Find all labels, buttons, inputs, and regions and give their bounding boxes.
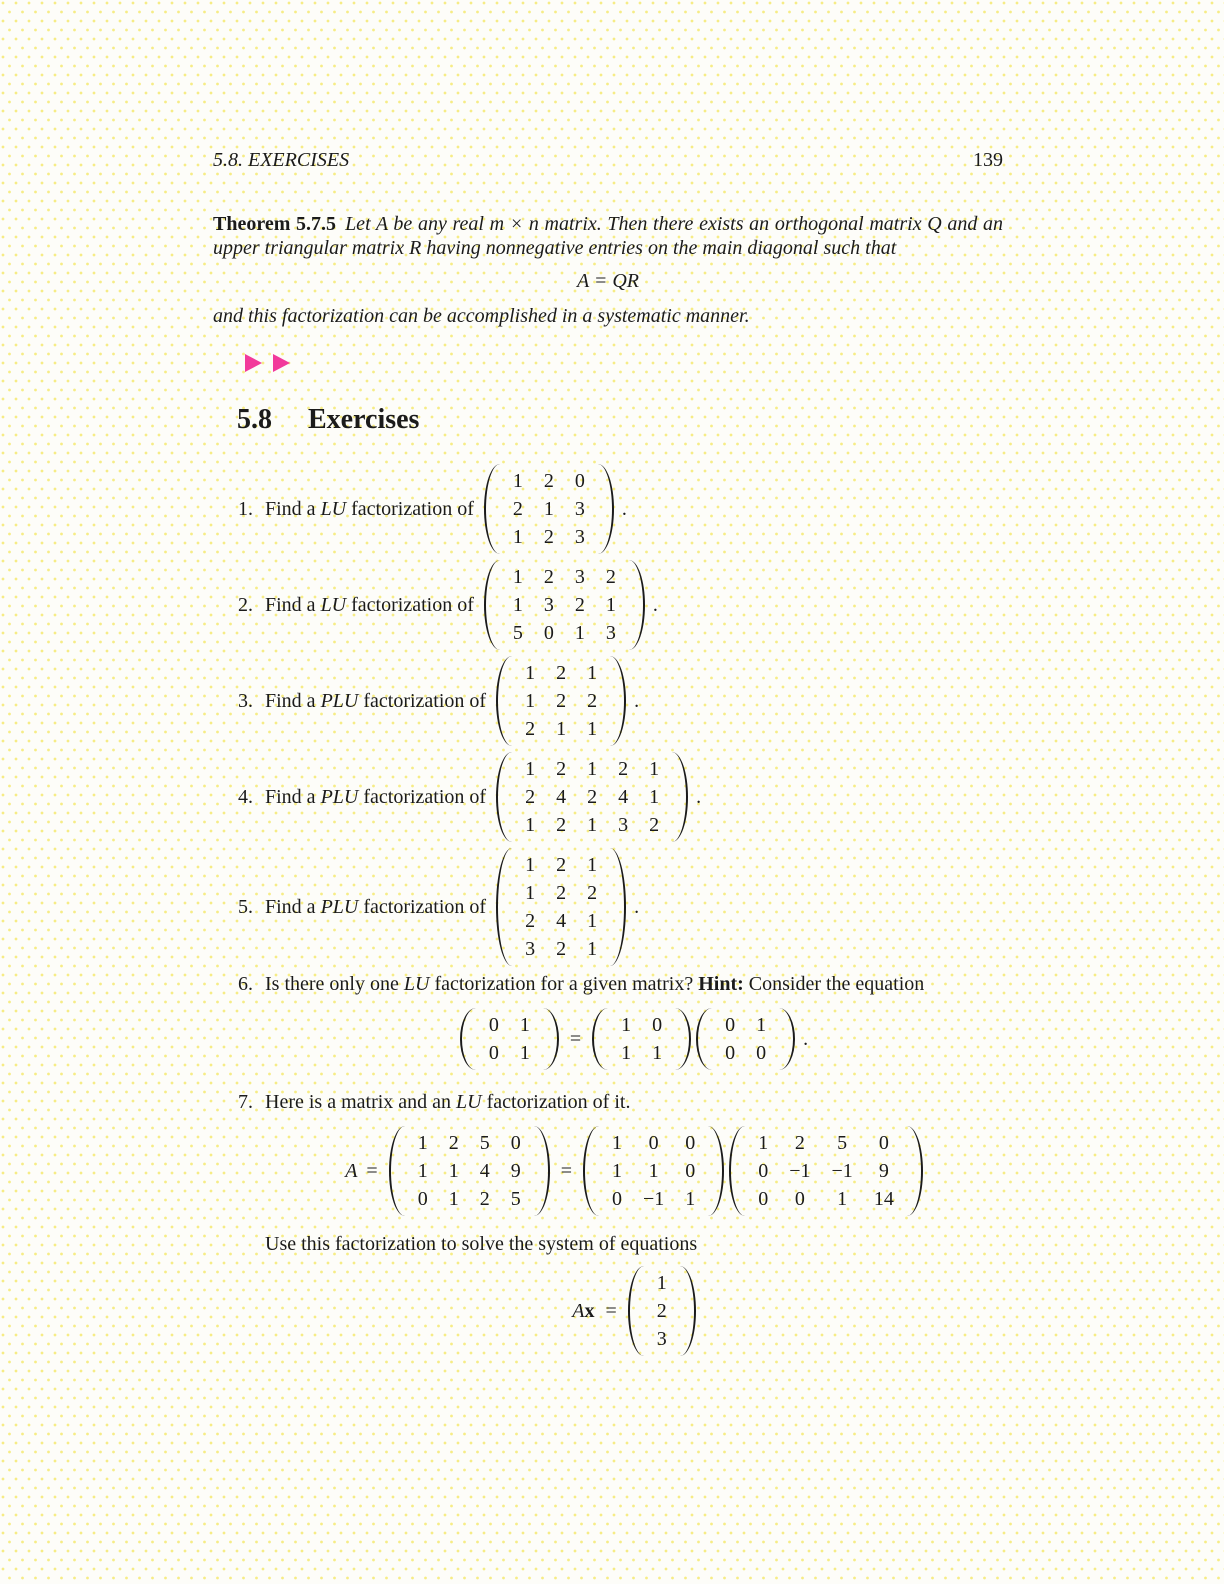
- math-var: A: [345, 1160, 358, 1182]
- text-run: Find a: [265, 690, 321, 712]
- matrix: [484, 464, 614, 554]
- exercise-text: [265, 497, 474, 521]
- matrix-entry: 1: [611, 1160, 622, 1182]
- right-paren: [907, 1126, 923, 1216]
- matrix-entry: 1: [417, 1132, 428, 1154]
- matrix-entries: [500, 560, 629, 650]
- right-paren: [708, 1126, 724, 1216]
- matrix-entry: 0: [758, 1160, 769, 1182]
- matrix-entry: 1: [656, 1272, 667, 1294]
- math-var: PLU: [320, 786, 359, 808]
- forward-triangle-icon: [273, 354, 290, 372]
- math-var: LU: [403, 973, 430, 995]
- matrix-entry: 5: [512, 622, 523, 644]
- section-heading: [237, 404, 1003, 436]
- matrix-entry: 0: [758, 1188, 769, 1210]
- matrix-entry: 4: [556, 910, 567, 932]
- text-run: .: [634, 896, 640, 918]
- text-run: .: [621, 498, 627, 520]
- theorem-body: Let A be any real m × n matrix. Then there exists an orthogonal matrix Q and an upper triangular matrix R having nonnegative entries on the main diagonal such that: [213, 213, 1003, 259]
- text-run: factorization of it.: [481, 1091, 631, 1113]
- matrix-entry: 4: [479, 1160, 490, 1182]
- matrix-entry: 3: [574, 566, 585, 588]
- matrix-entry: 1: [512, 566, 523, 588]
- exercise-5: [213, 848, 1003, 966]
- right-paren: [534, 1126, 550, 1216]
- math-var: LU: [320, 498, 347, 520]
- matrix-entry: 1: [519, 1042, 530, 1064]
- matrix-entry: 1: [512, 526, 523, 548]
- matrix: [496, 848, 626, 966]
- right-paren: [598, 464, 614, 554]
- forward-arrows: [245, 354, 1003, 372]
- exercise-text: [265, 785, 486, 809]
- matrix-entry: 3: [525, 938, 536, 960]
- exercise-number: 4.: [238, 786, 253, 808]
- running-head-title: 5.8. EXERCISES: [213, 149, 350, 171]
- exercise-number: 3.: [238, 690, 253, 712]
- exercise-follow-text: Use this factorization to solve the system of equations: [265, 1233, 698, 1255]
- matrix-entry: 2: [605, 566, 616, 588]
- matrix-entry: 1: [587, 662, 598, 684]
- theorem-5-7-5: [213, 212, 1003, 260]
- matrix-entry: 5: [510, 1188, 521, 1210]
- left-paren: [484, 464, 500, 554]
- matrix-entry: 3: [605, 622, 616, 644]
- matrix-entry: 2: [556, 662, 567, 684]
- exercise-number: 1.: [238, 498, 253, 520]
- exercise-2: [213, 560, 1003, 650]
- matrix: [696, 1008, 795, 1070]
- equals-sign: =: [366, 1160, 378, 1182]
- matrix: [496, 752, 688, 842]
- text-run: factorization for a given matrix?: [429, 973, 699, 995]
- matrix-entry: 3: [574, 526, 585, 548]
- exercise-text: [265, 895, 486, 919]
- matrix-entries: [405, 1126, 534, 1216]
- exercise-4: [213, 752, 1003, 842]
- matrix-entry: 0: [574, 470, 585, 492]
- exercise-text: [265, 1090, 630, 1114]
- matrix-entry: 0: [417, 1188, 428, 1210]
- text-run: factorization of: [358, 896, 487, 918]
- matrix-entry: 1: [525, 854, 536, 876]
- left-paren: [696, 1008, 712, 1070]
- matrix-entry: 0: [648, 1132, 659, 1154]
- section-title: Exercises: [308, 404, 420, 435]
- matrix: [583, 1126, 724, 1216]
- matrix-entries: [500, 464, 598, 554]
- matrix-entry: 0: [685, 1132, 696, 1154]
- matrix: [389, 1126, 550, 1216]
- matrix-entry: 1: [758, 1132, 769, 1154]
- matrix-entry: 2: [543, 470, 554, 492]
- matrix-entry: 4: [618, 786, 629, 808]
- right-paren: [543, 1008, 559, 1070]
- matrix-entry: 0: [611, 1188, 622, 1210]
- matrix-entry: 2: [587, 690, 598, 712]
- matrix-entry: 2: [448, 1132, 459, 1154]
- left-paren: [496, 848, 512, 966]
- matrix-entry: −1: [789, 1160, 811, 1182]
- text-run: Find a: [265, 498, 321, 520]
- matrix-entry: 2: [543, 566, 554, 588]
- matrix-entry: 0: [878, 1132, 889, 1154]
- matrix-entries: [608, 1008, 675, 1070]
- matrix: [484, 560, 645, 650]
- exercise-text: [265, 689, 486, 713]
- matrix-entry: 2: [512, 498, 523, 520]
- matrix-entry: 1: [756, 1014, 767, 1036]
- matrix-entry: 0: [685, 1160, 696, 1182]
- matrix-entry: 1: [525, 814, 536, 836]
- matrix-entry: 1: [525, 882, 536, 904]
- matrix-entry: 5: [837, 1132, 848, 1154]
- left-paren: [583, 1126, 599, 1216]
- math-var: PLU: [320, 896, 359, 918]
- matrix-entry: −1: [642, 1188, 665, 1210]
- matrix-entry: 2: [556, 814, 567, 836]
- math-var: A: [572, 1300, 585, 1322]
- matrix: [460, 1008, 559, 1070]
- matrix-entry: 1: [649, 786, 660, 808]
- forward-triangle-icon: [245, 354, 262, 372]
- left-paren: [729, 1126, 745, 1216]
- matrix-entry: 3: [543, 594, 554, 616]
- text-run: Find a: [265, 896, 321, 918]
- matrix-entry: 2: [525, 786, 536, 808]
- matrix-entry: 2: [556, 758, 567, 780]
- math-var: PLU: [320, 690, 359, 712]
- lu-factorization-equation: [265, 1126, 1003, 1216]
- matrix-entry: 1: [543, 498, 554, 520]
- text-run: factorization of: [346, 594, 474, 616]
- matrix-entry: 2: [656, 1300, 667, 1322]
- right-paren: [680, 1266, 696, 1356]
- matrix-entry: 4: [556, 786, 567, 808]
- matrix-entry: 1: [652, 1042, 663, 1064]
- matrix-entry: 1: [587, 910, 598, 932]
- matrix-entry: 1: [525, 662, 536, 684]
- text-run: Here is a matrix and an: [265, 1091, 457, 1113]
- matrix: [729, 1126, 923, 1216]
- matrix-entry: −1: [831, 1160, 853, 1182]
- matrix-entry: 2: [587, 786, 598, 808]
- math-var-bold: x: [584, 1300, 595, 1322]
- matrix-entry: 1: [587, 814, 598, 836]
- matrix-entry: 1: [587, 718, 598, 740]
- left-paren: [496, 752, 512, 842]
- theorem-equation: A = QR: [576, 270, 639, 292]
- matrix-entry: 2: [525, 910, 536, 932]
- matrix-entry: 2: [587, 882, 598, 904]
- theorem-tail: and this factorization can be accomplished in a systematic manner.: [213, 305, 750, 327]
- exercise-number: 5.: [238, 896, 253, 918]
- matrix-entry: 1: [649, 758, 660, 780]
- text-run: .: [696, 786, 702, 808]
- exercise-text: [265, 972, 924, 996]
- matrix-entry: 2: [574, 594, 585, 616]
- matrix-entry: 14: [873, 1188, 894, 1210]
- matrix-entry: 1: [611, 1132, 622, 1154]
- matrix-entries: [512, 752, 672, 842]
- exercise-3: [213, 656, 1003, 746]
- matrix-entry: 2: [479, 1188, 490, 1210]
- running-head: [213, 148, 1003, 172]
- matrix-entry: 2: [556, 854, 567, 876]
- matrix-entry: 0: [652, 1014, 663, 1036]
- text-run: Consider the equation: [743, 973, 925, 995]
- matrix-entry: 0: [756, 1042, 767, 1064]
- matrix-entries: [476, 1008, 543, 1070]
- matrix-entry: 2: [556, 938, 567, 960]
- matrix-entry: 9: [510, 1160, 521, 1182]
- left-paren: [496, 656, 512, 746]
- matrix-entry: 1: [556, 718, 567, 740]
- text-run: factorization of: [358, 786, 487, 808]
- exercise-text-line: [213, 972, 1003, 996]
- right-paren: [610, 656, 626, 746]
- matrix-entry: 1: [512, 594, 523, 616]
- equals-sign: =: [560, 1160, 572, 1182]
- matrix-entry: 2: [556, 882, 567, 904]
- text-run: factorization of: [346, 498, 474, 520]
- matrix: [592, 1008, 691, 1070]
- exercise-text-line: [213, 1090, 1003, 1114]
- matrix-entry: 1: [621, 1042, 632, 1064]
- text-run: .: [803, 1028, 809, 1050]
- matrix-entry: 2: [618, 758, 629, 780]
- page-number: 139: [973, 149, 1003, 171]
- right-paren: [629, 560, 645, 650]
- matrix-entry: 1: [837, 1188, 848, 1210]
- matrix-entry: 0: [725, 1042, 736, 1064]
- exercise-7: [213, 1090, 1003, 1356]
- left-paren: [628, 1266, 644, 1356]
- matrix-entry: 2: [794, 1132, 805, 1154]
- matrix-entry: 1: [685, 1188, 696, 1210]
- matrix-entries: [712, 1008, 779, 1070]
- section-number: 5.8: [237, 404, 272, 435]
- exercise-number: 6.: [238, 973, 253, 995]
- matrix-entry: 3: [656, 1328, 667, 1350]
- left-paren: [460, 1008, 476, 1070]
- matrix-entry: 0: [488, 1042, 499, 1064]
- matrix-entry: 1: [648, 1160, 659, 1182]
- matrix-entries: [644, 1266, 680, 1356]
- exercise-text: [265, 593, 474, 617]
- right-paren: [779, 1008, 795, 1070]
- matrix-entry: 1: [574, 622, 585, 644]
- math-var: LU: [320, 594, 347, 616]
- matrix-entry: 1: [512, 470, 523, 492]
- text-run: factorization of: [358, 690, 487, 712]
- matrix-entry: 2: [556, 690, 567, 712]
- exercise-number: 7.: [238, 1091, 253, 1113]
- matrix-entry: 1: [519, 1014, 530, 1036]
- matrix-entry: 0: [543, 622, 554, 644]
- matrix-entry: 1: [417, 1160, 428, 1182]
- ax-equation: [265, 1266, 1003, 1356]
- right-paren: [672, 752, 688, 842]
- matrix-entry: 1: [587, 938, 598, 960]
- right-paren: [610, 848, 626, 966]
- right-paren: [675, 1008, 691, 1070]
- matrix-entries: [745, 1126, 907, 1216]
- matrix-entry: 1: [587, 758, 598, 780]
- left-paren: [592, 1008, 608, 1070]
- matrix-entries: [512, 848, 610, 966]
- math-var: LU: [456, 1091, 482, 1113]
- left-paren: [389, 1126, 405, 1216]
- matrix-entry: 0: [794, 1188, 805, 1210]
- text-run: Find a: [265, 786, 321, 808]
- matrix-entry: 1: [448, 1160, 459, 1182]
- matrix-entry: 2: [525, 718, 536, 740]
- matrix-entry: 5: [479, 1132, 490, 1154]
- exercise-6: [213, 972, 1003, 1070]
- equals-sign: =: [605, 1300, 617, 1322]
- matrix-entry: 2: [649, 814, 660, 836]
- matrix-entry: 0: [725, 1014, 736, 1036]
- matrix-entries: [512, 656, 610, 746]
- matrix-entry: 3: [618, 814, 629, 836]
- matrix-entry: 3: [574, 498, 585, 520]
- matrix-entry: 2: [543, 526, 554, 548]
- matrix-entry: 1: [587, 854, 598, 876]
- matrix-entry: 9: [878, 1160, 889, 1182]
- hint-label: Hint:: [698, 973, 744, 995]
- matrix-entry: 1: [525, 690, 536, 712]
- text-run: .: [652, 594, 658, 616]
- matrix-entry: 1: [621, 1014, 632, 1036]
- matrix: [496, 656, 626, 746]
- left-paren: [484, 560, 500, 650]
- matrix-entry: 0: [510, 1132, 521, 1154]
- text-run: Find a: [265, 594, 321, 616]
- text-run: .: [634, 690, 640, 712]
- equation: [265, 1008, 1003, 1070]
- theorem-label: Theorem 5.7.5: [213, 213, 337, 235]
- exercise-1: [213, 464, 1003, 554]
- matrix-entry: 1: [525, 758, 536, 780]
- matrix-entry: 1: [448, 1188, 459, 1210]
- matrix-entries: [599, 1126, 708, 1216]
- equals-sign: =: [569, 1028, 582, 1050]
- matrix-entry: 1: [605, 594, 616, 616]
- column-vector: [628, 1266, 696, 1356]
- matrix-entry: 0: [488, 1014, 499, 1036]
- text-run: Is there only one: [265, 973, 404, 995]
- exercise-number: 2.: [238, 594, 253, 616]
